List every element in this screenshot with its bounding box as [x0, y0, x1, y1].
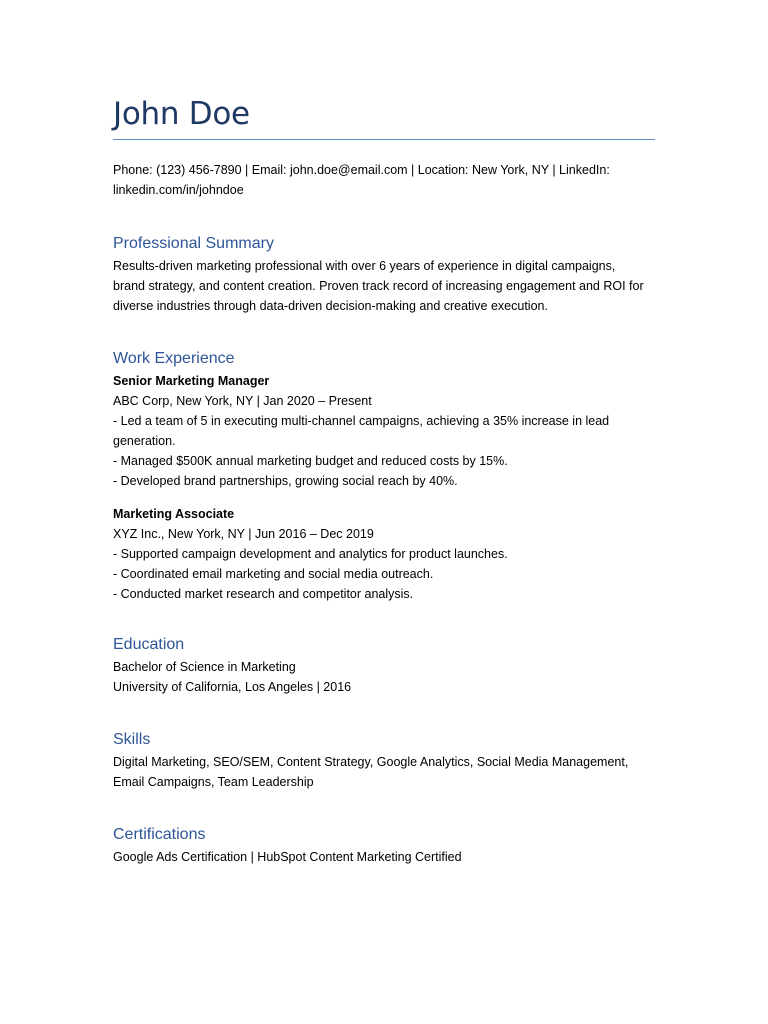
summary-line: Results-driven marketing professional with over 6 years of experience in digital campaigns, — [113, 259, 616, 273]
section-title-summary: Professional Summary — [113, 235, 274, 252]
job-bullet: - Led a team of 5 in executing multi-channel campaigns, achieving a 35% increase in lead — [113, 414, 610, 428]
section-title-education: Education — [113, 636, 185, 653]
skills-line: Email Campaigns, Team Leadership — [113, 775, 314, 789]
education-school: University of California, Los Angeles | 2016 — [113, 680, 352, 694]
section-title-skills: Skills — [113, 731, 151, 748]
contact-info — [113, 160, 655, 200]
job-bullet: - Managed $500K annual marketing budget and reduced costs by 15%. — [113, 454, 508, 468]
job-meta: XYZ Inc., New York, NY | Jun 2016 – Dec 2019 — [113, 527, 374, 541]
job-role: Senior Marketing Manager — [113, 374, 270, 388]
job-bullet: - Coordinated email marketing and social media outreach. — [113, 567, 434, 581]
certifications-section — [113, 824, 655, 867]
job-meta: ABC Corp, New York, NY | Jan 2020 – Present — [113, 394, 372, 408]
summary-line: diverse industries through data-driven decision-making and creative execution. — [113, 299, 548, 313]
contact-line-linkedin: linkedin.com/in/johndoe — [113, 183, 244, 197]
contact-line: Phone: (123) 456-7890 | Email: john.doe@email.com | Location: New York, NY | LinkedIn: — [113, 163, 610, 177]
education-degree: Bachelor of Science in Marketing — [113, 660, 296, 674]
job-bullets — [113, 544, 655, 604]
job-role: Marketing Associate — [113, 507, 235, 521]
summary-section — [113, 233, 655, 316]
certifications-text: Google Ads Certification | HubSpot Content Marketing Certified — [113, 850, 462, 864]
job-bullet: - Conducted market research and competitor analysis. — [113, 587, 414, 601]
job-entry — [113, 504, 655, 604]
experience-section — [113, 348, 655, 604]
skills-line: Digital Marketing, SEO/SEM, Content Strategy, Google Analytics, Social Media Management, — [113, 755, 629, 769]
section-title-certifications: Certifications — [113, 826, 206, 843]
section-title-experience: Work Experience — [113, 350, 235, 367]
job-bullet: generation. — [113, 434, 176, 448]
education-section — [113, 634, 655, 697]
job-bullet: - Developed brand partnerships, growing social reach by 40%. — [113, 474, 458, 488]
summary-line: brand strategy, and content creation. Proven track record of increasing engagement and ROI for — [113, 279, 644, 293]
resume-page — [113, 95, 655, 867]
job-bullets — [113, 411, 655, 491]
job-entry — [113, 371, 655, 491]
resume-name: John Doe — [113, 96, 250, 132]
skills-section — [113, 729, 655, 792]
job-bullet: - Supported campaign development and analytics for product launches. — [113, 547, 508, 561]
name-divider — [113, 139, 655, 140]
